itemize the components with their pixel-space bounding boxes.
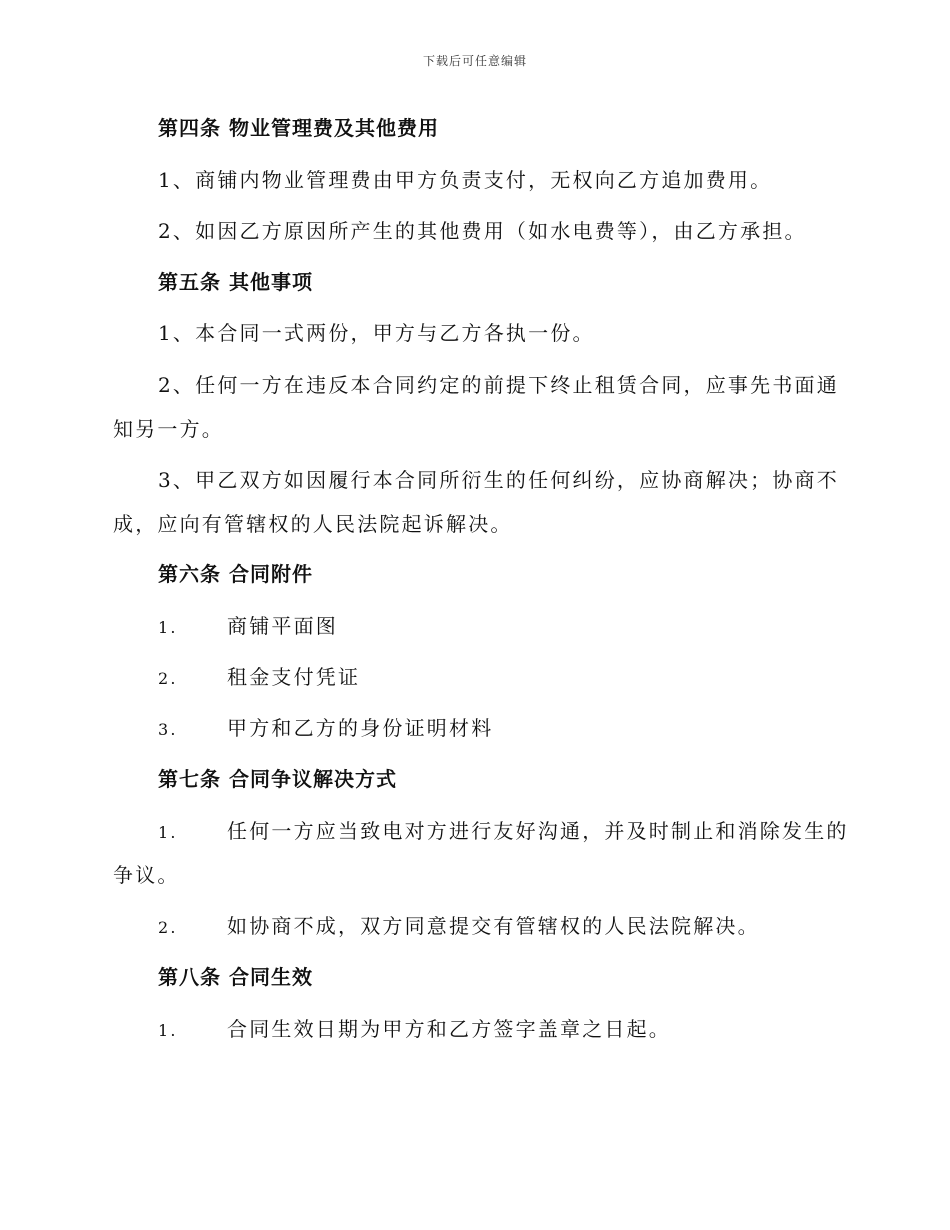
attachment-item-number: 2. bbox=[158, 669, 178, 688]
attachment-item-text: 甲方和乙方的身份证明材料 bbox=[227, 716, 494, 740]
article-5-p2: 2、任何一方在违反本合同约定的前提下终止租赁合同，应事先书面通 bbox=[158, 373, 839, 397]
effective-item bbox=[158, 1016, 671, 1044]
article-5-title: 第五条 其他事项 bbox=[158, 270, 313, 294]
dispute-item-number: 2. bbox=[158, 918, 178, 937]
attachment-item bbox=[158, 664, 360, 692]
article-5-p1: 1、本合同一式两份，甲方与乙方各执一份。 bbox=[158, 321, 595, 345]
attachment-item bbox=[158, 715, 493, 743]
article-6-title: 第六条 合同附件 bbox=[158, 562, 313, 586]
attachment-item bbox=[158, 613, 338, 641]
dispute-item bbox=[158, 913, 760, 941]
dispute-item-continued: 争议。 bbox=[113, 863, 180, 887]
article-5-p3-continued: 成，应向有管辖权的人民法院起诉解决。 bbox=[113, 512, 513, 536]
dispute-item-number: 1. bbox=[158, 823, 178, 842]
article-8-title: 第八条 合同生效 bbox=[158, 965, 313, 989]
effective-item-number: 1. bbox=[158, 1021, 178, 1040]
article-5-p2-continued: 知另一方。 bbox=[113, 417, 224, 441]
article-5-p3: 3、甲乙双方如因履行本合同所衍生的任何纠纷，应协商解决；协商不 bbox=[158, 468, 839, 492]
article-4-p2: 2、如因乙方原因所产生的其他费用（如水电费等），由乙方承担。 bbox=[158, 219, 807, 243]
effective-item-text: 合同生效日期为甲方和乙方签字盖章之日起。 bbox=[227, 1017, 671, 1041]
article-7-title: 第七条 合同争议解决方式 bbox=[158, 767, 397, 791]
article-4-p1: 1、商铺内物业管理费由甲方负责支付，无权向乙方追加费用。 bbox=[158, 168, 773, 192]
attachment-item-text: 商铺平面图 bbox=[227, 614, 338, 638]
attachment-item-text: 租金支付凭证 bbox=[227, 665, 361, 689]
attachment-item-number: 1. bbox=[158, 618, 178, 637]
article-4-title: 第四条 物业管理费及其他费用 bbox=[158, 116, 439, 140]
page-header: 下载后可任意编辑 bbox=[422, 54, 527, 68]
dispute-item-text: 如协商不成，双方同意提交有管辖权的人民法院解决。 bbox=[227, 914, 760, 938]
attachment-item-number: 3. bbox=[158, 720, 178, 739]
dispute-item-text: 任何一方应当致电对方进行友好沟通，并及时制止和消除发生的 bbox=[227, 819, 849, 843]
dispute-item bbox=[158, 818, 849, 846]
